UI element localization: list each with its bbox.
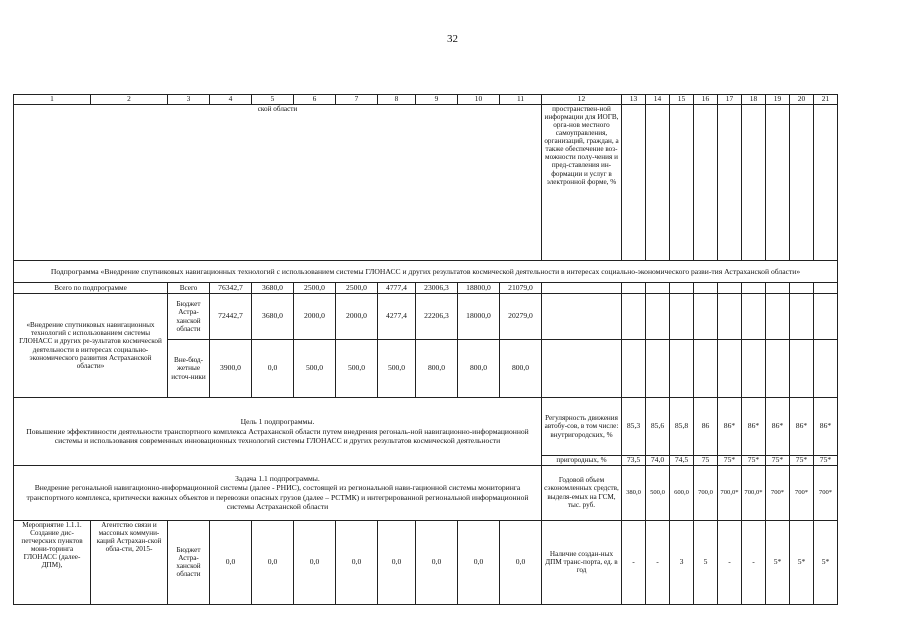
activity-result: - [622, 520, 646, 604]
task-value: 380,0 [622, 465, 646, 520]
task-value: 700,0* [718, 465, 742, 520]
activity-value: 0,0 [416, 520, 458, 604]
extrabudget-value: 800,0 [416, 340, 458, 398]
activity-result: 5 [694, 520, 718, 604]
total-value: 4777,4 [378, 283, 416, 294]
goal-value-2: 73,5 [622, 456, 646, 466]
goal-title: Цель 1 подпрограммы. [240, 417, 315, 427]
col-header: 17 [718, 95, 742, 105]
col-header: 12 [542, 95, 622, 105]
activity-value: 0,0 [458, 520, 500, 604]
page-number: 32 [447, 33, 458, 45]
goal-value: 85,3 [622, 398, 646, 456]
column-header-row [14, 95, 838, 105]
continuation-row [14, 105, 838, 261]
col-header: 4 [210, 95, 252, 105]
program-table [13, 94, 838, 605]
task-value: 600,0 [670, 465, 694, 520]
extrabudget-value: 3900,0 [210, 340, 252, 398]
col-header: 10 [458, 95, 500, 105]
task-title: Задача 1.1 подпрограммы. [235, 473, 320, 483]
task-value: 700* [790, 465, 814, 520]
col-header: 9 [416, 95, 458, 105]
col-header: 3 [168, 95, 210, 105]
budget-value: 20279,0 [500, 294, 542, 340]
task-value: 700,0* [742, 465, 766, 520]
goal-value: 85,6 [646, 398, 670, 456]
col-header: 11 [500, 95, 542, 105]
task-value: 700* [814, 465, 838, 520]
task-row [14, 465, 838, 520]
activity-row [14, 520, 838, 604]
goal-indicator: Регулярность движения автобу-сов, в том числе: внутригородских, % [542, 398, 622, 456]
task-cell [14, 465, 542, 520]
goal-value: 86 [694, 398, 718, 456]
col-header: 7 [336, 95, 378, 105]
goal-value-2: 75* [766, 456, 790, 466]
goal-value: 86* [790, 398, 814, 456]
budget-value: 4277,4 [378, 294, 416, 340]
activity-value: 0,0 [378, 520, 416, 604]
total-value: 21079,0 [500, 283, 542, 294]
extrabudget-value: 500,0 [294, 340, 336, 398]
goal-value-2: 75* [718, 456, 742, 466]
subprogram-name: «Внедрение спутниковых навигационных технологий с использованием системы ГЛОНАСС и других ре-зультатов космической деятельности в интересах социально-экономического развития Астраханской области» [14, 294, 168, 398]
activity-value: 0,0 [294, 520, 336, 604]
activity-value: 0,0 [336, 520, 378, 604]
goal-value: 86* [718, 398, 742, 456]
budget-value: 22206,3 [416, 294, 458, 340]
col-header: 20 [790, 95, 814, 105]
budget-row [14, 294, 838, 340]
total-value: 18800,0 [458, 283, 500, 294]
budget-type: Бюджет Астра-ханской области [168, 294, 210, 340]
col-header: 19 [766, 95, 790, 105]
total-row [14, 283, 838, 294]
activity-indicator: Наличие создан-ных ДПМ транс-порта, ед. в год [542, 520, 622, 604]
extrabudget-value: 800,0 [458, 340, 500, 398]
goal-value-2: 74,0 [646, 456, 670, 466]
col-header: 6 [294, 95, 336, 105]
col-header: 18 [742, 95, 766, 105]
task-text: Внедрение регональной навигационно-информационной системы (далее - РНИС), состоящей из региональной нави-гационной системы мониторинга транспортного комплекса, критически важных объектов и перевозки опасных грузов (далее – РСТМК) и интегрированной региональной информационной системы Астраханской области [26, 483, 529, 511]
activity-result: - [646, 520, 670, 604]
col-header: 15 [670, 95, 694, 105]
activity-executor: Агентство связи и массовых коммуни-каций Астрахан-ской обла-сти, 2015- [91, 520, 168, 604]
goal-value: 85,8 [670, 398, 694, 456]
goal-value-2: 74,5 [670, 456, 694, 466]
activity-result: - [718, 520, 742, 604]
col-header: 2 [91, 95, 168, 105]
total-type: Всего [168, 283, 210, 294]
activity-result: - [742, 520, 766, 604]
goal-value-2: 75* [790, 456, 814, 466]
continuation-indicator: пространствен-ной информации для ИОГВ, орга-нов местного самоуправления, организаций, граждан, а также обеспечение воз-можности полу-чения и пред-ставления ин-формации и услуг в электронной форме, % [542, 105, 622, 261]
budget-value: 2000,0 [294, 294, 336, 340]
col-header: 16 [694, 95, 718, 105]
goal-value: 86* [814, 398, 838, 456]
budget-value: 3680,0 [252, 294, 294, 340]
col-header: 1 [14, 95, 91, 105]
task-value: 700,0 [694, 465, 718, 520]
extrabudget-value: 800,0 [500, 340, 542, 398]
total-label: Всего по подпрограмме [14, 283, 168, 294]
budget-value: 2000,0 [336, 294, 378, 340]
activity-value: 0,0 [252, 520, 294, 604]
goal-text: Повышение эффективности деятельности транспортного комплекса Астраханской области путем внедрения регональ-ной навигационно-информационной системы и использования современных инновационных технологий системы ГЛОНАСС и других результатов космической деятельности [26, 426, 529, 445]
col-header: 5 [252, 95, 294, 105]
budget-value: 72442,7 [210, 294, 252, 340]
goal-value: 86* [766, 398, 790, 456]
goal-row [14, 398, 838, 456]
subprogram-title: Подпрограмма «Внедрение спутниковых навигационных технологий с использованием системы ГЛОНАСС и других результатов космической деятельности в интересах социально-экономического разви-тия Астраханской области» [14, 261, 838, 283]
activity-value: 0,0 [210, 520, 252, 604]
extrabudget-type: Вне-бюд-жетные источ-ники [168, 340, 210, 398]
total-value: 3680,0 [252, 283, 294, 294]
extrabudget-value: 500,0 [378, 340, 416, 398]
activity-result: 5* [766, 520, 790, 604]
extrabudget-value: 500,0 [336, 340, 378, 398]
task-indicator: Годовой объем сэкономленных средств, выделя-емых на ГСМ, тыс. руб. [542, 465, 622, 520]
task-value: 500,0 [646, 465, 670, 520]
task-value: 700* [766, 465, 790, 520]
subprogram-title-row [14, 261, 838, 283]
activity-name: Мероприятие 1.1.1. Создание дис-петчерских пунктов мони-торинга ГЛОНАСС (далее-ДПМ), [14, 520, 91, 604]
col-header: 14 [646, 95, 670, 105]
total-value: 2500,0 [336, 283, 378, 294]
activity-type: Бюджет Астра-ханской области [168, 520, 210, 604]
col-header: 13 [622, 95, 646, 105]
goal-value-2: 75* [814, 456, 838, 466]
total-value: 2500,0 [294, 283, 336, 294]
goal-value: 86* [742, 398, 766, 456]
total-value: 23006,3 [416, 283, 458, 294]
goal-indicator-2: пригородных, % [542, 456, 622, 466]
goal-value-2: 75 [694, 456, 718, 466]
col-header: 8 [378, 95, 416, 105]
goal-value-2: 75* [742, 456, 766, 466]
goal-cell [14, 398, 542, 466]
activity-result: 3 [670, 520, 694, 604]
continuation-text: ской области [14, 105, 542, 261]
activity-result: 5* [790, 520, 814, 604]
total-value: 76342,7 [210, 283, 252, 294]
activity-result: 5* [814, 520, 838, 604]
budget-value: 18000,0 [458, 294, 500, 340]
extrabudget-value: 0,0 [252, 340, 294, 398]
activity-value: 0,0 [500, 520, 542, 604]
col-header: 21 [814, 95, 838, 105]
